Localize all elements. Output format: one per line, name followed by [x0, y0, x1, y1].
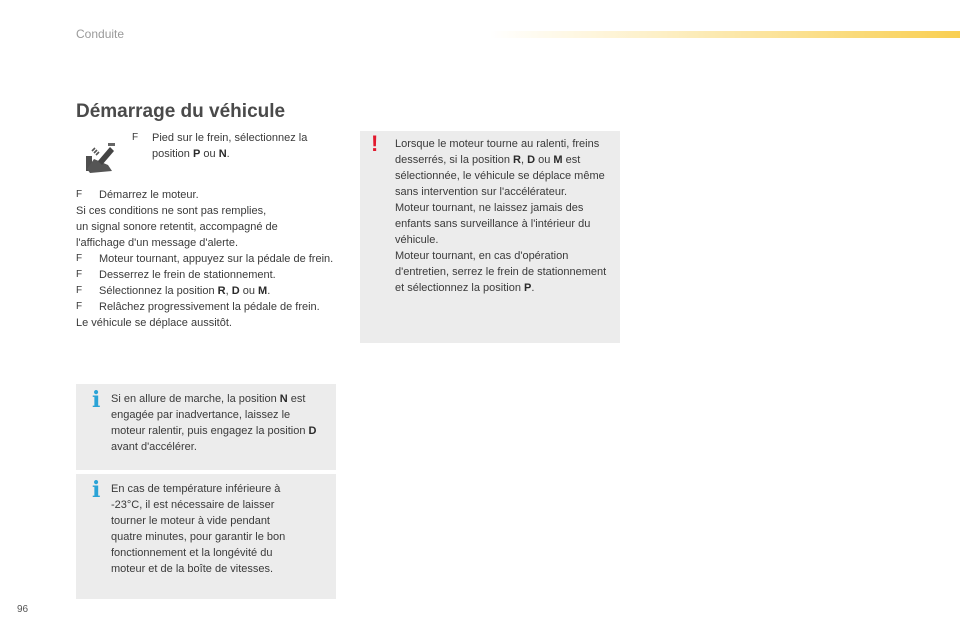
bullet-icon: F — [132, 132, 139, 143]
info-box-neutral — [76, 384, 336, 470]
bullet-icon: F — [76, 285, 83, 296]
step-press-brake: Moteur tournant, appuyez sur la pédale de frein. — [99, 253, 334, 265]
step-text: . — [226, 148, 230, 160]
info-icon: i — [92, 387, 101, 413]
step-select-position — [132, 130, 332, 162]
bullet-icon: F — [76, 269, 83, 280]
step-text: Pied sur le frein, sélectionnez la position — [152, 132, 308, 160]
info-icon: i — [92, 477, 101, 503]
position-m: M — [258, 285, 268, 297]
step-text: Sélectionnez la position — [99, 285, 218, 297]
info-box-text: Si en allure de marche, la position N est engagée par inadvertance, laissez le moteur ralentir, puis engagez la position D avant d'accélérer. — [111, 393, 317, 453]
page-number: 96 — [17, 604, 29, 615]
step-start-engine: Démarrez le moteur. — [99, 189, 199, 201]
warning-box-text: Lorsque le moteur tourne au ralenti, freins desserrés, si la position R, D ou M est sélectionnée, le véhicule se déplace même sans intervention sur l'accélérateur. Moteur tournant, ne laissez jamais des enfants sans surveillance à l'intérieur du véhicule. Moteur tournant, en cas d'opération d'entretien, serrez le frein de stationnement et sélectionnez la position P. — [395, 138, 607, 294]
page-title: Démarrage du véhicule — [76, 101, 286, 122]
header-accent-bar — [490, 31, 960, 38]
warning-box — [360, 131, 620, 343]
step-release-brake-pedal: Relâchez progressivement la pédale de frein. — [99, 301, 320, 313]
info-box-text: En cas de température inférieure à -23°C, il est nécessaire de laisser tourner le moteur à vide pendant quatre minutes, pour garantir le bon fonctionnement et la longévité du moteur et de la boîte de vitesses. — [111, 483, 286, 575]
position-d: D — [231, 285, 240, 297]
bullet-icon: F — [76, 301, 83, 312]
position-n: N — [218, 148, 227, 160]
position-r: R — [217, 285, 226, 297]
bullet-icon: F — [76, 189, 83, 200]
procedure-steps: F Démarrez le moteur. Si ces conditions ne sont pas remplies, un signal sonore retentit, accompagné de l'affichage d'un message d'alerte. F Moteur tournant, appuyez sur la pédale de frein. F Desserrez le frein de stationnement. F Sélectionnez la position R, D ou M. F Relâchez progressivement la pédale de frein. Le véhicule se déplace aussitôt. — [76, 189, 334, 329]
step-release-parking-brake: Desserrez le frein de stationnement. — [99, 269, 276, 281]
step-text: ou — [200, 148, 219, 160]
bullet-icon: F — [76, 253, 83, 264]
section-label: Conduite — [76, 27, 125, 41]
result-text: Le véhicule se déplace aussitôt. — [76, 317, 232, 329]
condition-note: Si ces conditions ne sont pas remplies, un signal sonore retentit, accompagné de l'affichage d'un message d'alerte. — [76, 205, 278, 249]
brake-pedal-icon — [82, 141, 116, 175]
info-box-temperature — [76, 474, 336, 599]
position-p: P — [192, 148, 201, 160]
warning-icon: ! — [371, 131, 379, 156]
